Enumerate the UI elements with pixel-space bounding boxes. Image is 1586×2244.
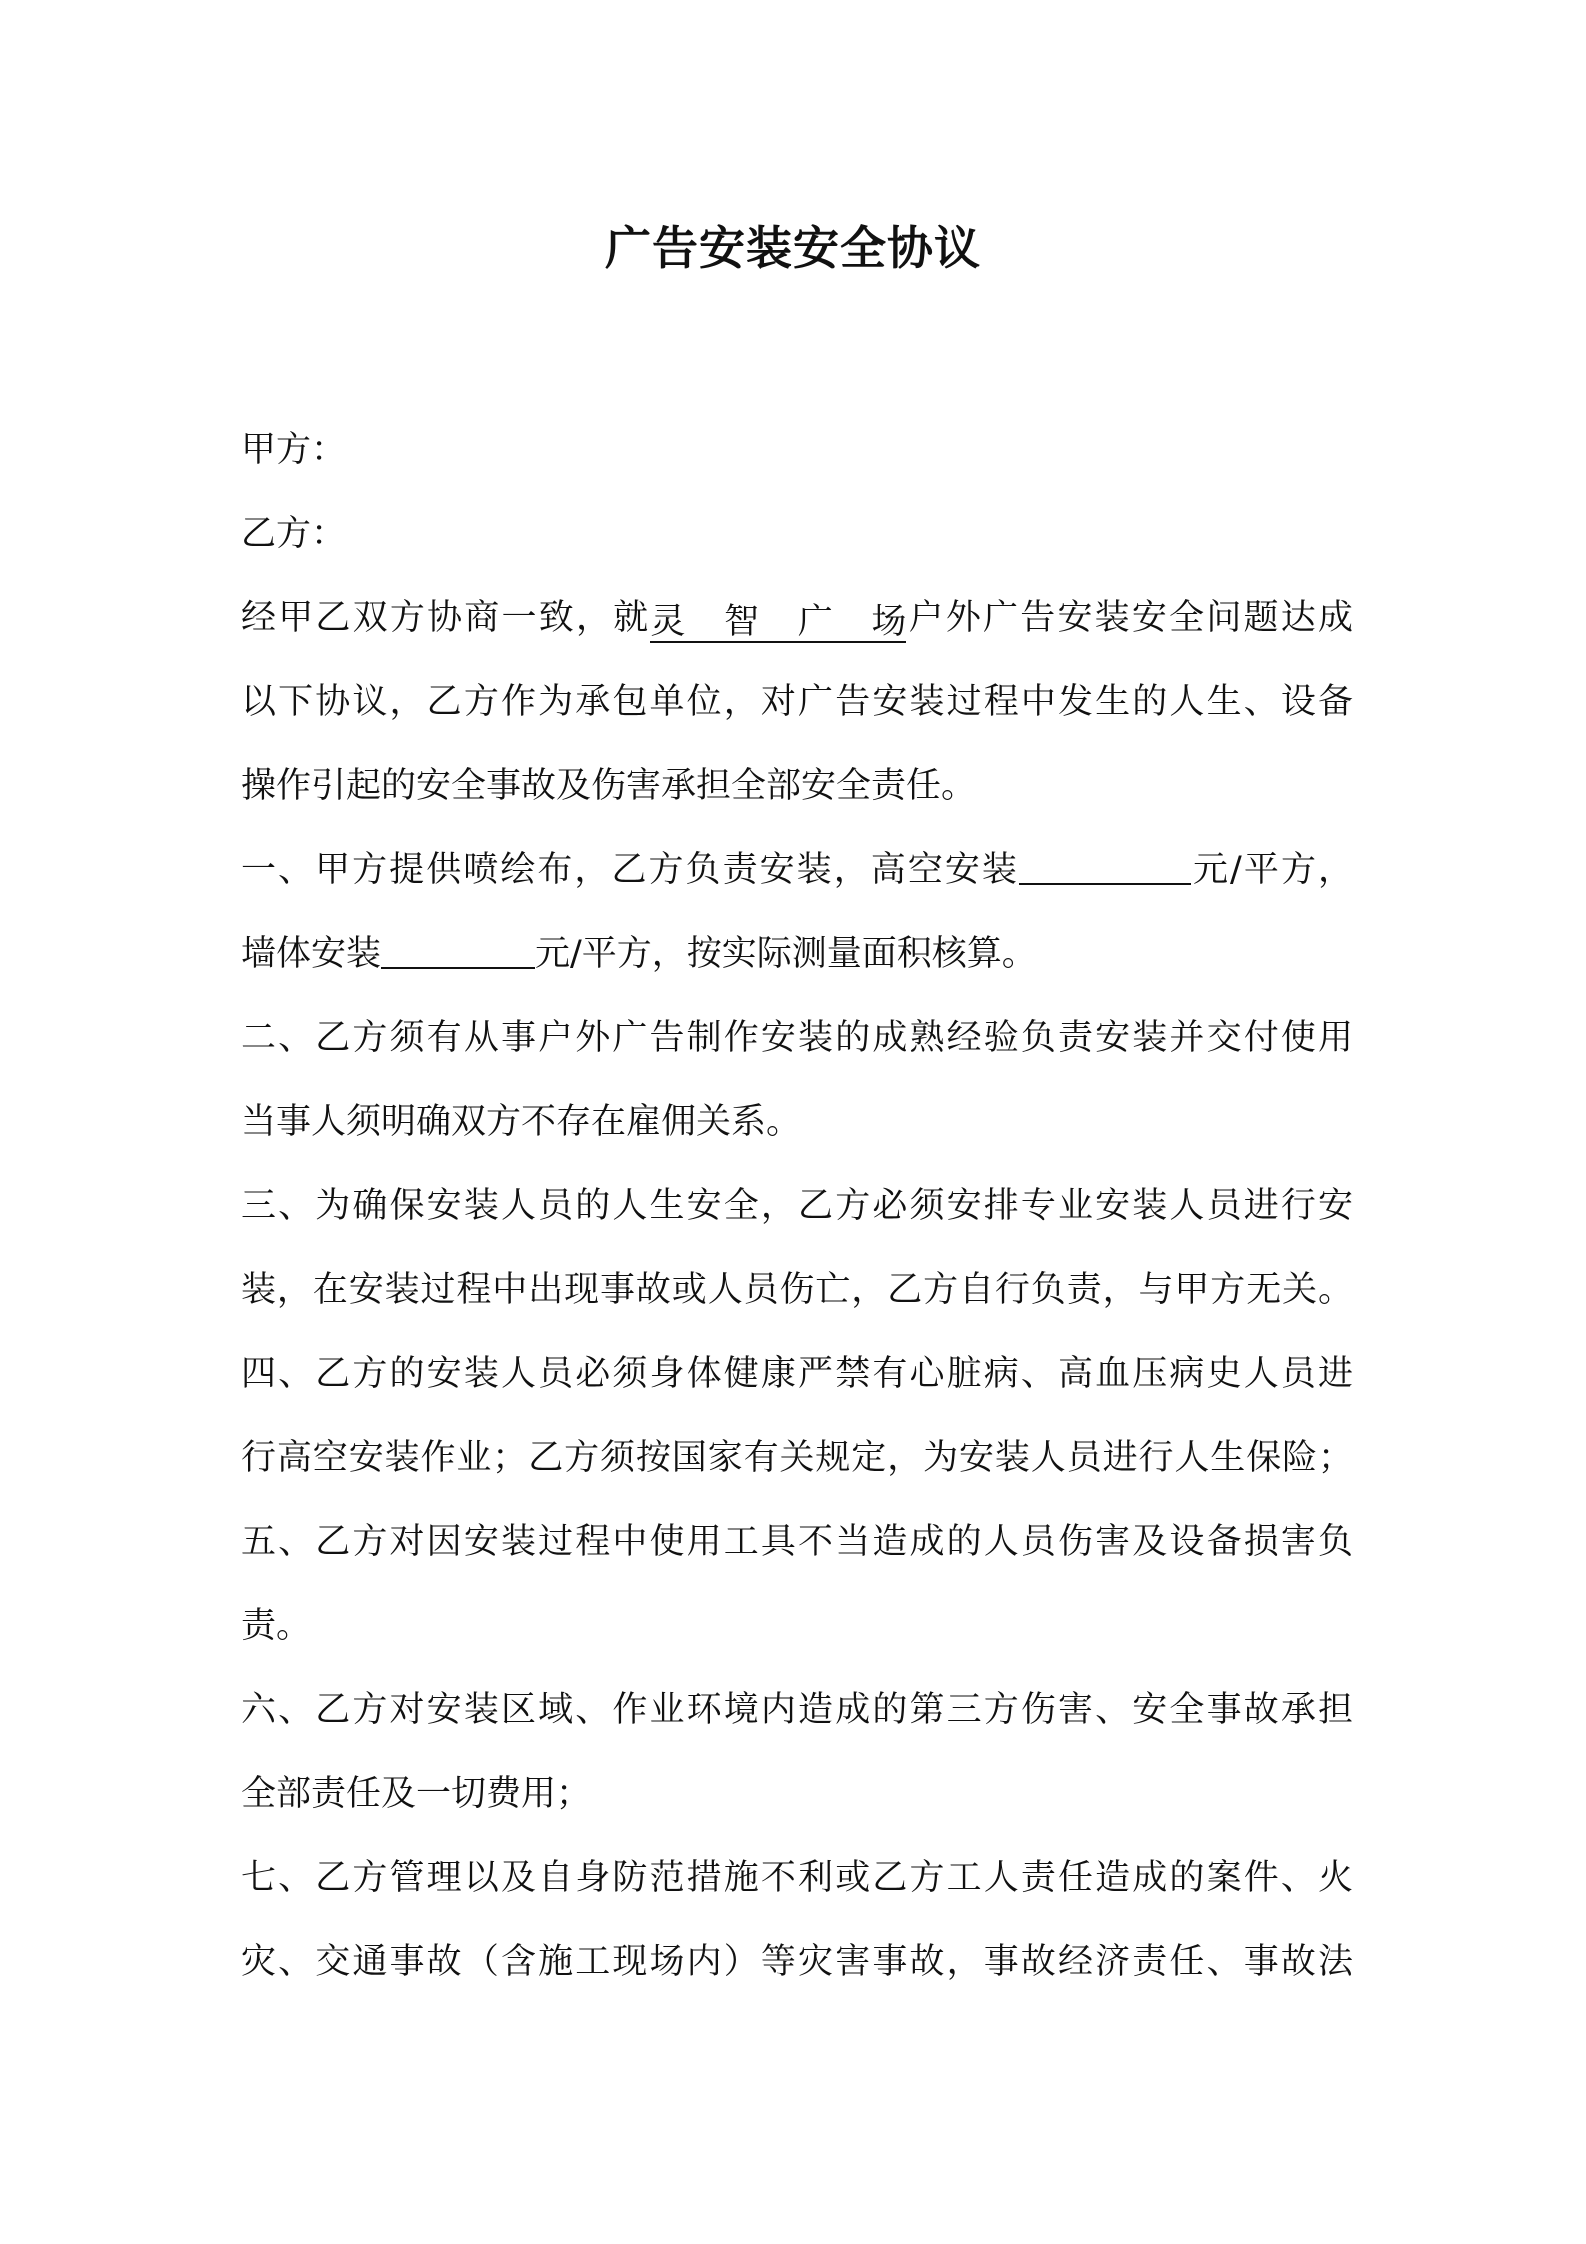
clause-1-line-2-post: 元/平方，按实际测量面积核算。	[535, 934, 1037, 974]
wall-price-blank	[381, 927, 535, 969]
clause-3-line-2: 装，在安装过程中出现事故或人员伤亡，乙方自行负责，与甲方无关。	[241, 1270, 1353, 1310]
intro-line-3: 操作引起的安全事故及伤害承担全部安全责任。	[241, 766, 977, 806]
clause-4-line-2: 行高空安装作业；乙方须按国家有关规定，为安装人员进行人生保险；	[241, 1438, 1353, 1478]
clause-4-line-1: 四、乙方的安装人员必须身体健康严禁有心脏病、高血压病史人员进	[241, 1354, 1353, 1394]
intro-text-post: 户外广告安装安全问题达成	[906, 598, 1353, 638]
party-b-line: 乙方：	[241, 514, 347, 554]
clause-1-text-post: 元/平方，	[1190, 850, 1353, 890]
clause-5-line-2: 责。	[241, 1606, 312, 1646]
clause-7-line-2: 灾、交通事故（含施工现场内）等灾害事故，事故经济责任、事故法	[241, 1942, 1353, 1982]
clause-2-line-2: 当事人须明确双方不存在雇佣关系。	[241, 1102, 802, 1142]
document-body	[241, 408, 1353, 2004]
intro-line-1	[241, 576, 1353, 660]
clause-7-line-1: 七、乙方管理以及自身防范措施不利或乙方工人责任造成的案件、火	[241, 1858, 1353, 1898]
intro-text-pre: 经甲乙双方协商一致，就	[241, 598, 651, 638]
clause-3-line-1: 三、为确保安装人员的人生安全，乙方必须安排专业安装人员进行安	[241, 1186, 1353, 1226]
clause-1-text-pre: 一、甲方提供喷绘布，乙方负责安装，高空安装	[241, 850, 1019, 890]
clause-2-line-1: 二、乙方须有从事户外广告制作安装的成熟经验负责安装并交付使用	[241, 1018, 1353, 1058]
clause-1-line-1	[241, 828, 1353, 912]
clause-6-line-2: 全部责任及一切费用；	[241, 1774, 592, 1814]
clause-1-line-2	[241, 912, 1353, 996]
clause-1-line-2-pre: 墙体安装	[241, 934, 382, 974]
intro-line-2: 以下协议，乙方作为承包单位，对广告安装过程中发生的人生、设备	[241, 682, 1353, 722]
high-altitude-price-blank	[1019, 843, 1191, 885]
venue-blank-field: 灵智广场	[650, 602, 907, 642]
document-title: 广告安装安全协议	[605, 221, 981, 275]
clause-6-line-1: 六、乙方对安装区域、作业环境内造成的第三方伤害、安全事故承担	[241, 1690, 1353, 1730]
party-a-line: 甲方：	[241, 430, 347, 470]
clause-5-line-1: 五、乙方对因安装过程中使用工具不当造成的人员伤害及设备损害负	[241, 1522, 1353, 1562]
